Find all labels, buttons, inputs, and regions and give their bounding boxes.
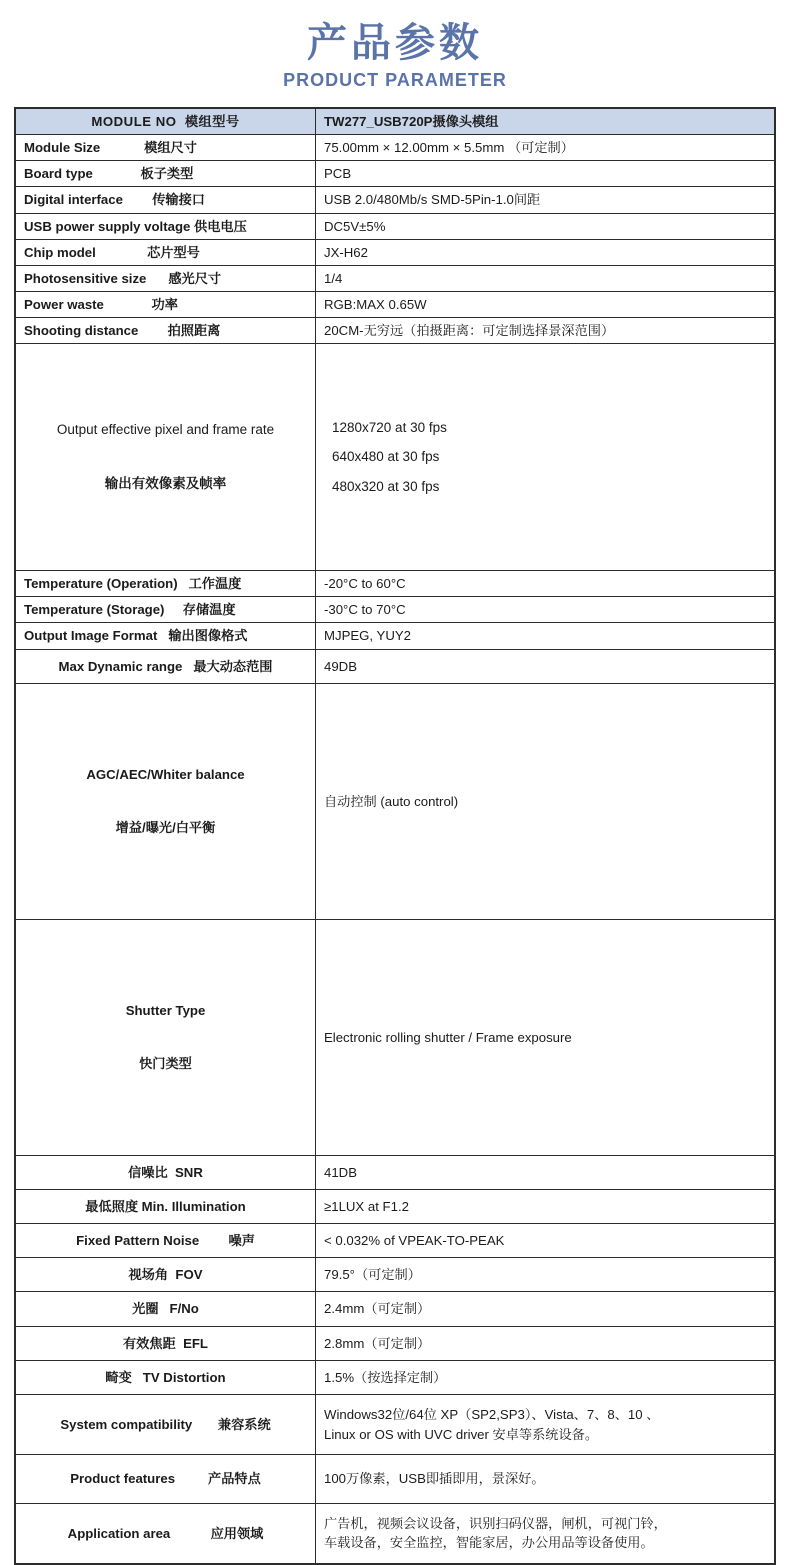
row-value: 20CM-无穷远（拍摄距离：可定制选择景深范围）: [316, 318, 775, 344]
row-value: DC5V±5%: [316, 213, 775, 239]
table-header-label: MODULE NO 模组型号: [16, 109, 316, 135]
table-row: [16, 135, 775, 161]
row-label: Product features 产品特点: [16, 1455, 316, 1503]
row-label-line2: 增益/曝光/白平衡: [115, 820, 216, 836]
row-label: Fixed Pattern Noise 噪声: [16, 1224, 316, 1258]
table-row: [16, 597, 775, 623]
row-label: Output Image Format 输出图像格式: [16, 623, 316, 649]
row-label-line1: Shutter Type: [125, 1002, 206, 1018]
table-row: [16, 239, 775, 265]
row-label: Application area 应用领域: [16, 1503, 316, 1564]
row-label-line1: AGC/AEC/Whiter balance: [86, 766, 245, 782]
row-label: System compatibility 兼容系统: [16, 1394, 316, 1455]
table-row: [16, 1326, 775, 1360]
row-value: [316, 344, 775, 571]
table-header-row: [16, 109, 775, 135]
row-value: 1.5%（按选择定制）: [316, 1360, 775, 1394]
table-header-value: TW277_USB720P摄像头模组: [316, 109, 775, 135]
table-row: [16, 318, 775, 344]
row-label: Photosensitive size 感光尺寸: [16, 265, 316, 291]
table-row: [16, 265, 775, 291]
row-label: [16, 344, 316, 571]
table-row-agc: [16, 683, 775, 919]
row-value: 75.00mm × 12.00mm × 5.5mm （可定制）: [316, 135, 775, 161]
row-value: RGB:MAX 0.65W: [316, 291, 775, 317]
table-row: [16, 649, 775, 683]
row-value: Electronic rolling shutter / Frame exposure: [316, 919, 775, 1155]
table-row-output-pixel: [16, 344, 775, 571]
row-value: -20°C to 60°C: [316, 571, 775, 597]
table-row: [16, 571, 775, 597]
row-label: 有效焦距 EFL: [16, 1326, 316, 1360]
row-value: 79.5°（可定制）: [316, 1258, 775, 1292]
page-header: [0, 0, 790, 91]
row-label: USB power supply voltage 供电电压: [16, 213, 316, 239]
table-row: [16, 291, 775, 317]
row-value: 100万像素，USB即插即用，景深好。: [316, 1455, 775, 1503]
row-label: 最低照度 Min. Illumination: [16, 1189, 316, 1223]
row-value: USB 2.0/480Mb/s SMD-5Pin-1.0间距: [316, 187, 775, 213]
row-value: 41DB: [316, 1155, 775, 1189]
row-value-line1: Windows32位/64位 XP（SP2,SP3）、Vista、7、8、10 、: [324, 1406, 660, 1422]
row-value: 1/4: [316, 265, 775, 291]
row-value: MJPEG, YUY2: [316, 623, 775, 649]
row-label: 信噪比 SNR: [16, 1155, 316, 1189]
row-value: PCB: [316, 161, 775, 187]
table-row-system-compat: [16, 1394, 775, 1455]
row-value-line1: 1280x720 at 30 fps: [332, 419, 447, 435]
row-label: 光圈 F/No: [16, 1292, 316, 1326]
row-value-line2: Linux or OS with UVC driver 安卓等系统设备。: [324, 1426, 599, 1442]
row-label: Power waste 功率: [16, 291, 316, 317]
row-value: 49DB: [316, 649, 775, 683]
table-row: [16, 1189, 775, 1223]
row-label: 视场角 FOV: [16, 1258, 316, 1292]
row-value: < 0.032% of VPEAK-TO-PEAK: [316, 1224, 775, 1258]
table-row: [16, 1224, 775, 1258]
row-label: Shooting distance 拍照距离: [16, 318, 316, 344]
row-label: Temperature (Storage) 存储温度: [16, 597, 316, 623]
table-row: [16, 1258, 775, 1292]
row-value: [316, 1503, 775, 1564]
table-row: [16, 1360, 775, 1394]
row-value: -30°C to 70°C: [316, 597, 775, 623]
row-value-line2: 640x480 at 30 fps: [332, 449, 440, 465]
row-value: 2.8mm（可定制）: [316, 1326, 775, 1360]
row-label: [16, 919, 316, 1155]
page-title-cn: 产品参数: [307, 20, 483, 66]
row-value-line3: 480x320 at 30 fps: [332, 478, 440, 494]
row-value-line2: 车载设备，安全监控，智能家居，办公用品等设备使用。: [324, 1535, 654, 1551]
row-label: Board type 板子类型: [16, 161, 316, 187]
spec-table: [15, 108, 775, 1564]
row-label-line1: Output effective pixel and frame rate: [56, 422, 275, 438]
row-value: ≥1LUX at F1.2: [316, 1189, 775, 1223]
row-value: JX-H62: [316, 239, 775, 265]
row-value-line1: 广告机，视频会议设备，识别扫码仪器，闸机，可视门铃，: [324, 1515, 667, 1531]
row-label: [16, 683, 316, 919]
table-row: [16, 623, 775, 649]
row-value: [316, 1394, 775, 1455]
table-row: [16, 161, 775, 187]
row-label: Chip model 芯片型号: [16, 239, 316, 265]
row-label: Digital interface 传输接口: [16, 187, 316, 213]
row-label: Temperature (Operation) 工作温度: [16, 571, 316, 597]
page-title-en: PRODUCT PARAMETER: [283, 70, 507, 90]
table-row: [16, 213, 775, 239]
row-value: 2.4mm（可定制）: [316, 1292, 775, 1326]
row-label: 畸变 TV Distortion: [16, 1360, 316, 1394]
row-label: Module Size 模组尺寸: [16, 135, 316, 161]
table-row-product-features: [16, 1455, 775, 1503]
table-row-shutter: [16, 919, 775, 1155]
table-row-application-area: [16, 1503, 775, 1564]
row-label-line2: 输出有效像素及帧率: [104, 476, 227, 492]
table-row: [16, 187, 775, 213]
row-value: 自动控制 (auto control): [316, 683, 775, 919]
table-row: [16, 1292, 775, 1326]
spec-table-wrapper: [14, 107, 776, 1565]
row-label: Max Dynamic range 最大动态范围: [16, 649, 316, 683]
table-row: [16, 1155, 775, 1189]
row-label-line2: 快门类型: [139, 1056, 192, 1072]
